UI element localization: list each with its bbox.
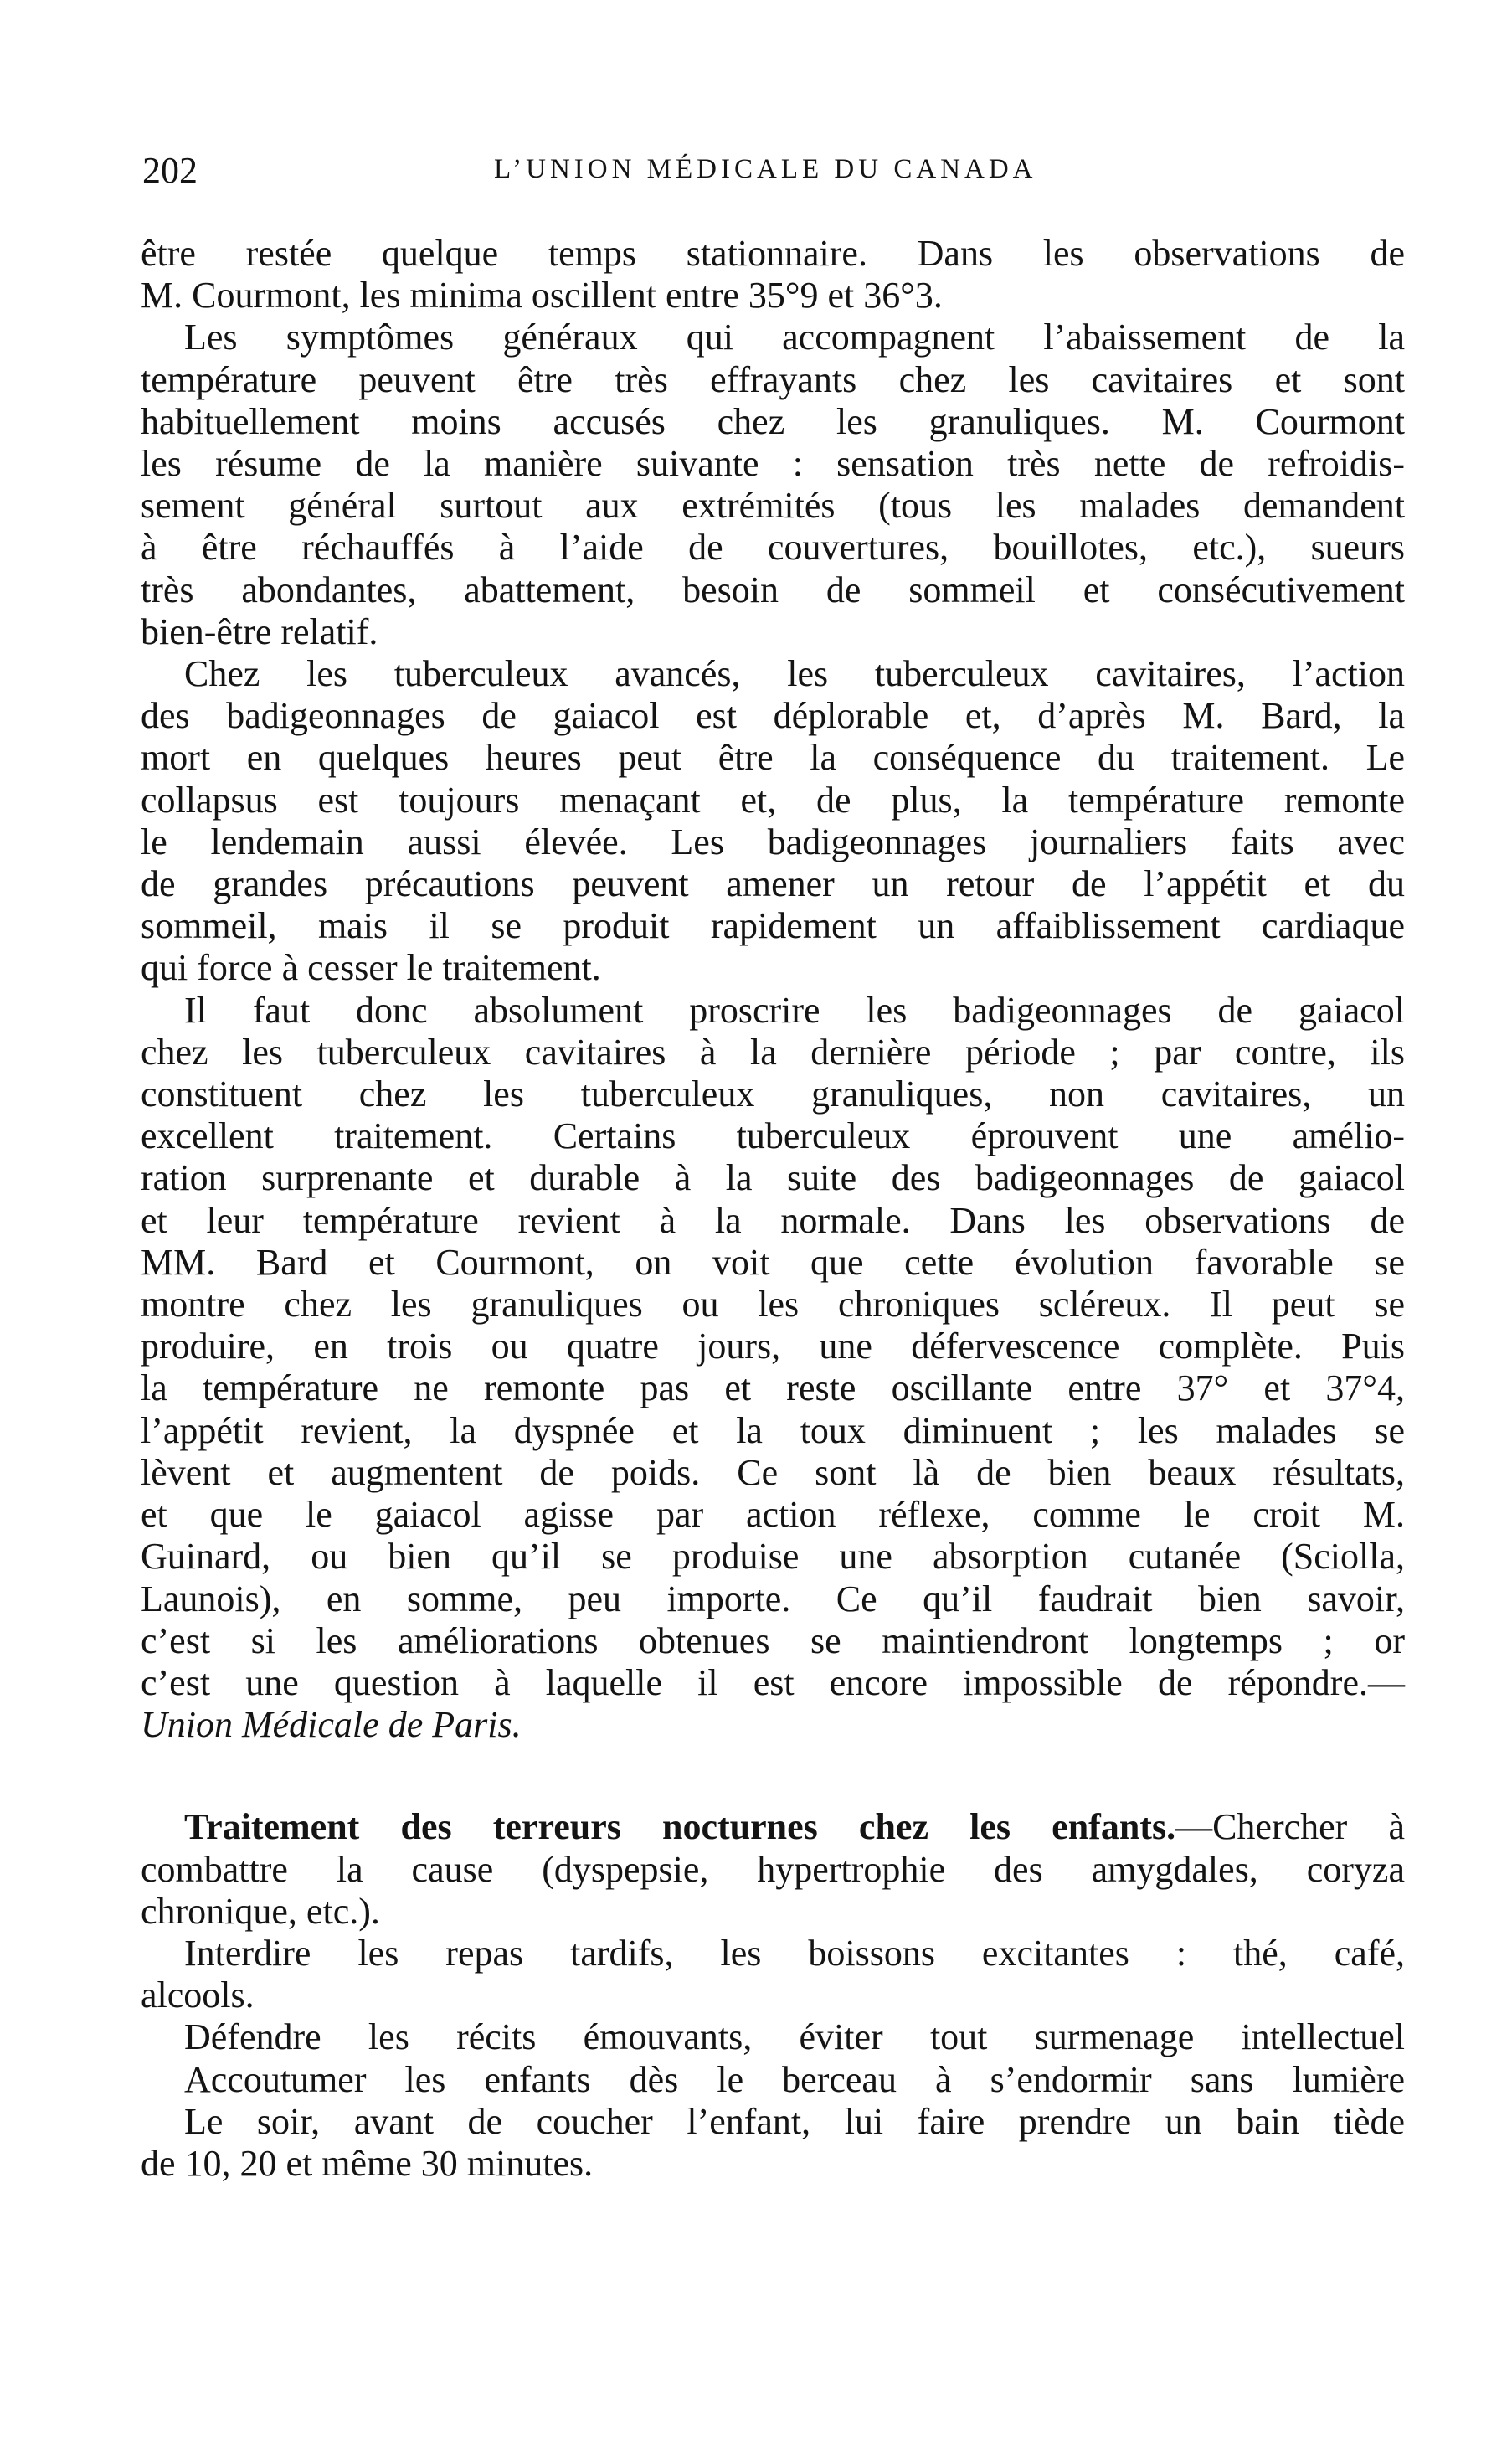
- text-line: de 10, 20 et même 30 minutes.: [141, 2142, 594, 2184]
- text-line: habituellement moins accusés chez les granuliques. M. Courmont: [141, 400, 1405, 442]
- text-line: la température ne remonte pas et reste oscillante entre 37° et 37°4,: [141, 1367, 1405, 1409]
- text-line: à être réchauffés à l’aide de couvertures, bouillotes, etc.), sueurs: [141, 527, 1405, 569]
- text-line: les résume de la manière suivante : sensation très nette de refroidis-: [141, 443, 1405, 485]
- text-line: qui force à cesser le traitement.: [141, 947, 601, 989]
- text-line: le lendemain aussi élevée. Les badigeonnages journaliers faits avec: [141, 821, 1405, 862]
- text-line: montre chez les granuliques ou les chroniques scléreux. Il peut se: [141, 1284, 1405, 1326]
- text-line: température peuvent être très effrayants chez les cavitaires et sont: [141, 358, 1405, 400]
- text-line: produire, en trois ou quatre jours, une défervescence complète. Puis: [141, 1326, 1405, 1367]
- section-heading-line: [141, 1806, 1405, 1848]
- section-gap: [141, 1746, 1405, 1806]
- text-line: très abondantes, abattement, besoin de sommeil et consécutivement: [141, 569, 1405, 610]
- text-fragment: —Chercher à: [1175, 1806, 1405, 1848]
- text-line: Guinard, ou bien qu’il se produise une absorption cutanée (Sciolla,: [141, 1536, 1405, 1578]
- text-line: Les symptômes généraux qui accompagnent l’abaissement de la: [184, 317, 1405, 358]
- page-header: [142, 149, 1373, 199]
- text-line: Il faut donc absolument proscrire les badigeonnages de gaiacol: [184, 989, 1405, 1031]
- text-line: être restée quelque temps stationnaire. Dans les observations de: [141, 233, 1405, 274]
- text-line: et que le gaiacol agisse par action réflexe, comme le croit M.: [141, 1494, 1405, 1536]
- text-line: des badigeonnages de gaiacol est déplorable et, d’après M. Bard, la: [141, 695, 1405, 737]
- text-line: constituent chez les tuberculeux granuliques, non cavitaires, un: [141, 1073, 1405, 1115]
- text-line: Accoutumer les enfants dès le berceau à s’endormir sans lumière: [184, 2058, 1405, 2100]
- text-line: sommeil, mais il se produit rapidement un affaiblissement cardiaque: [141, 905, 1405, 947]
- section-title: Traitement des terreurs nocturnes chez les enfants.: [184, 1806, 1176, 1848]
- body-text: [141, 233, 1405, 2185]
- text-line: excellent traitement. Certains tuberculeux éprouvent une amélio-: [141, 1115, 1405, 1157]
- text-line: et leur température revient à la normale. Dans les observations de: [141, 1199, 1405, 1241]
- text-line: Interdire les repas tardifs, les boissons excitantes : thé, café,: [184, 1932, 1405, 1974]
- text-line: de grandes précautions peuvent amener un retour de l’appétit et du: [141, 863, 1405, 905]
- text-line: mort en quelques heures peut être la conséquence du traitement. Le: [141, 737, 1405, 779]
- text-line: c’est une question à laquelle il est encore impossible de répondre.—: [141, 1661, 1405, 1703]
- text-line: collapsus est toujours menaçant et, de plus, la température remonte: [141, 779, 1405, 821]
- source-citation: Union Médicale de Paris.: [141, 1704, 522, 1746]
- page-number: 202: [142, 150, 198, 191]
- text-line: Le soir, avant de coucher l’enfant, lui faire prendre un bain tiède: [184, 2100, 1405, 2142]
- text-line: M. Courmont, les minima oscillent entre 35°9 et 36°3.: [141, 275, 943, 317]
- text-line: Launois), en somme, peu importe. Ce qu’il faudrait bien savoir,: [141, 1578, 1405, 1619]
- text-line: ration surprenante et durable à la suite des badigeonnages de gaiacol: [141, 1157, 1405, 1199]
- text-line: alcools.: [141, 1974, 255, 2016]
- text-line: MM. Bard et Courmont, on voit que cette évolution favorable se: [141, 1241, 1405, 1283]
- text-line: c’est si les améliorations obtenues se maintiendront longtemps ; or: [141, 1619, 1405, 1661]
- text-line: Défendre les récits émouvants, éviter tout surmenage intellectuel: [184, 2016, 1405, 2058]
- text-line: Chez les tuberculeux avancés, les tuberculeux cavitaires, l’action: [184, 653, 1405, 695]
- text-line: chronique, etc.).: [141, 1890, 380, 1932]
- text-line: combattre la cause (dyspepsie, hypertrophie des amygdales, coryza: [141, 1848, 1405, 1890]
- running-title: L’UNION MÉDICALE DU CANADA: [494, 154, 1037, 184]
- text-line: chez les tuberculeux cavitaires à la dernière période ; par contre, ils: [141, 1031, 1405, 1073]
- text-line: l’appétit revient, la dyspnée et la toux diminuent ; les malades se: [141, 1409, 1405, 1451]
- text-line: lèvent et augmentent de poids. Ce sont là de bien beaux résultats,: [141, 1451, 1405, 1493]
- text-line: bien-être relatif.: [141, 610, 378, 652]
- text-line: sement général surtout aux extrémités (tous les malades demandent: [141, 485, 1405, 527]
